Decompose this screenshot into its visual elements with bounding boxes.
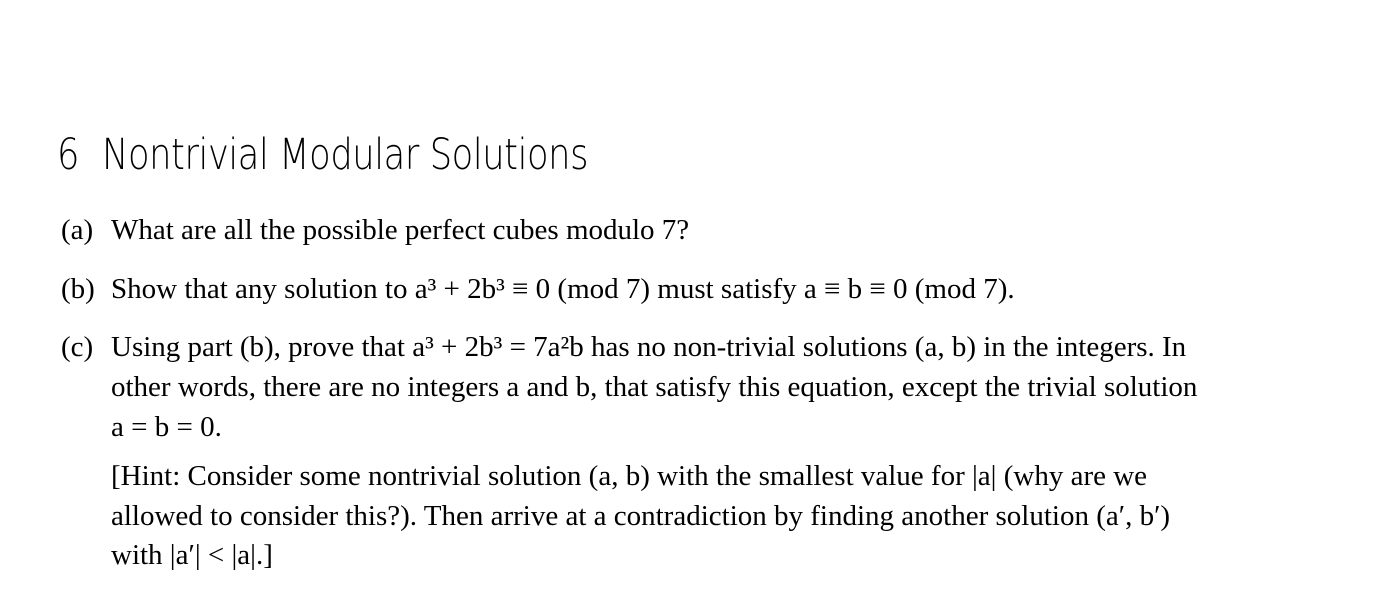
item-c-line-1: Using part (b), prove that a³ + 2b³ = 7a²b has no non-trivial solutions (a, b) in the integers. In — [111, 331, 1187, 363]
item-c-line-3: a = b = 0. — [111, 411, 222, 443]
hint-line-2: allowed to consider this?). Then arrive at a contradiction by finding another solution (a′, b′) — [111, 500, 1171, 532]
section-heading — [57, 127, 588, 183]
section-number: 6 — [57, 130, 80, 180]
item-b-label: (b) — [61, 273, 95, 305]
hint-line-1: [Hint: Consider some nontrivial solution (a, b) with the smallest value for |a| (why are we — [111, 460, 1148, 492]
section-title: Nontrivial Modular Solutions — [101, 130, 589, 180]
item-b-line-1: Show that any solution to a³ + 2b³ ≡ 0 (mod 7) must satisfy a ≡ b ≡ 0 (mod 7). — [111, 273, 1015, 305]
item-a-label: (a) — [61, 214, 94, 246]
item-c-label: (c) — [61, 331, 94, 363]
item-c-line-2: other words, there are no integers a and b, that satisfy this equation, except the trivial solution — [111, 371, 1198, 403]
item-a-line-1: What are all the possible perfect cubes modulo 7? — [111, 214, 690, 246]
hint-line-3: with |a′| < |a|.] — [111, 539, 273, 571]
